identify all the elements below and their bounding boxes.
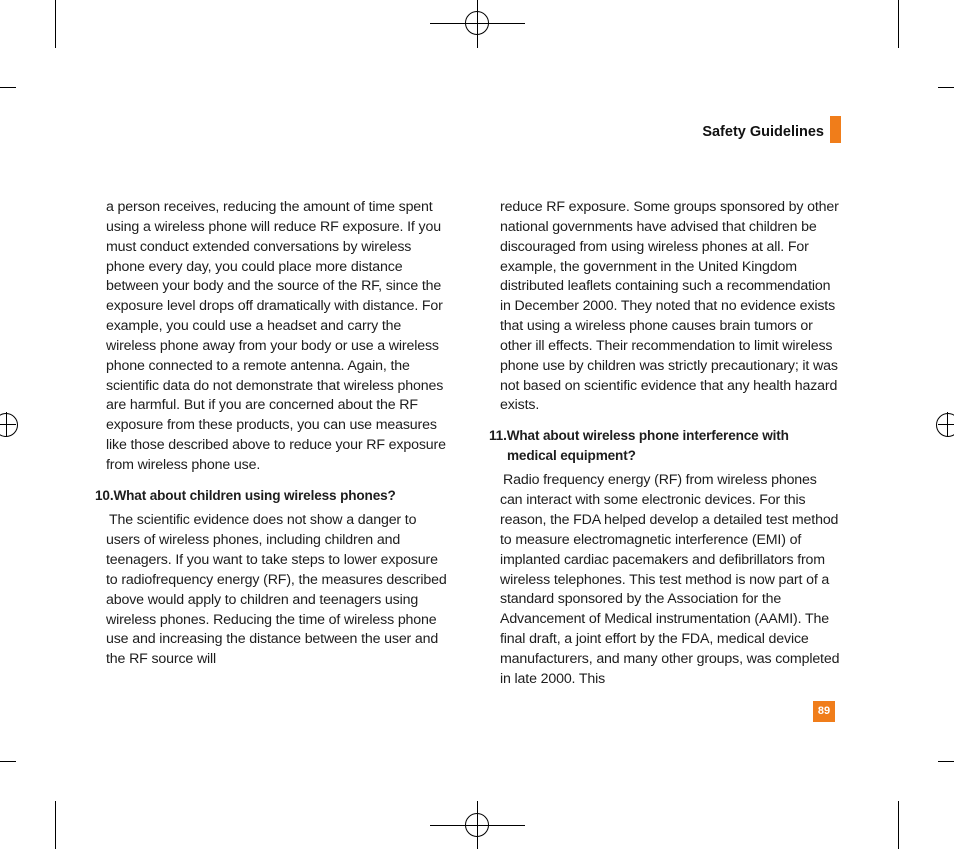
section-title: Safety Guidelines — [702, 124, 824, 140]
crop-mark — [0, 87, 16, 88]
section-tab-marker — [830, 116, 841, 143]
heading-line: medical equipment? — [507, 447, 636, 463]
answer-text: Radio frequency energy (RF) from wireless phones can interact with some electronic devices. For this reason, the FDA helped develop a detailed test method to measure electromagnetic interference (EMI) of implanted cardiac pacemakers and defibrillators from wireless telephones. This test method is now part of a standard sponsored by the Association for the Advancement of Medical instrumentation (AAMI). The final draft, a joint effort by the FDA, medical device manufacturers, and many other groups, was completed in late 2000. This — [500, 472, 840, 687]
crop-mark — [938, 761, 954, 762]
crop-mark — [0, 761, 16, 762]
body-paragraph — [500, 471, 842, 689]
crop-mark — [938, 87, 954, 88]
body-paragraph: reduce RF exposure. Some groups sponsored by other national governments have advised that children be discouraged from using wireless phones at all. For example, the government in the United Kingdom distributed leaflets containing such a recommendation in December 2000. They noted that no evidence exists that using a wireless phone causes brain tumors or other ill effects. Their recommendation to limit wireless phone use by children was strictly precautionary; it was not based on scientific evidence that any health hazard exists. — [500, 199, 839, 414]
left-column — [95, 198, 448, 670]
page-number-badge: 89 — [813, 701, 835, 722]
body-paragraph — [106, 511, 448, 670]
body-paragraph: a person receives, reducing the amount of time spent using a wireless phone will reduce RF exposure. If you must conduct extended conversations by wireless phone every day, you could place more distance between your body and the source of the RF, since the exposure level drops off dramatically with distance. For example, you could use a headset and carry the wireless phone away from your body or use a wireless phone connected to a remote antenna. Again, the scientific data do not demonstrate that wireless phones are harmful. But if you are concerned about the RF exposure from these products, you can use measures like those described above to reduce your RF exposure from wireless phone use. — [106, 199, 446, 473]
question-heading-10: 10.What about children using wireless phones? — [95, 487, 396, 503]
crop-mark — [898, 0, 899, 48]
crop-mark — [898, 801, 899, 849]
question-heading-11 — [489, 426, 842, 465]
crop-mark — [55, 801, 56, 849]
heading-line: 11.What about wireless phone interference with — [489, 428, 789, 444]
answer-text: The scientific evidence does not show a danger to users of wireless phones, including children and teenagers. If you want to take steps to lower exposure to radiofrequency energy (RF), the measures described above would apply to children and teenagers using wireless phones. Reducing the time of wireless phone use and increasing the distance between the user and the RF source will — [106, 512, 447, 668]
crop-mark — [55, 0, 56, 48]
right-column — [489, 198, 842, 690]
